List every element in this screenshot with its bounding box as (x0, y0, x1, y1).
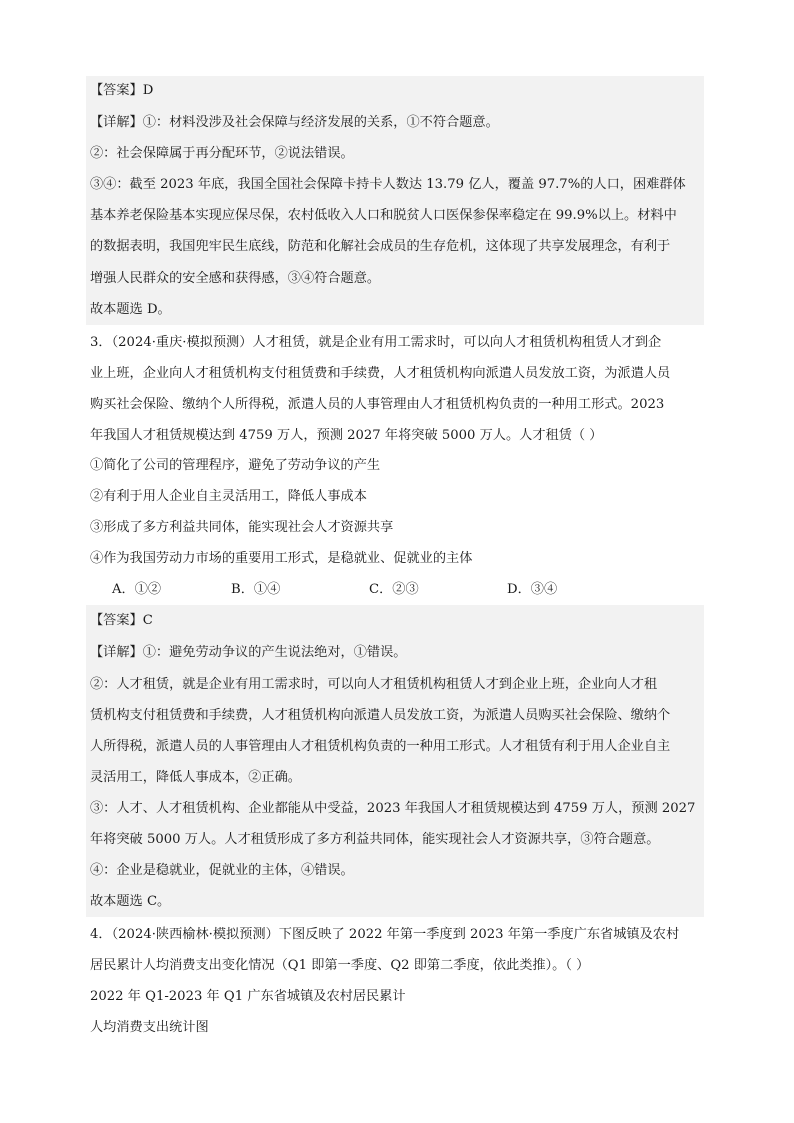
explanation-line: 【详解】①：材料没涉及社会保障与经济发展的关系，①不符合题意。 (90, 115, 499, 130)
answer-line: 【答案】C (90, 613, 153, 628)
question-4 (86, 917, 704, 1047)
option-a: A．①② (112, 582, 162, 597)
question-stem-line: 3．（2024·重庆·模拟预测）人才租赁，就是企业有用工需求时，可以向人才租赁机构租赁人才到企 (90, 335, 662, 350)
conclusion-line: 故本题选 C。 (90, 894, 171, 909)
answer-block-2 (86, 605, 704, 917)
figure-caption-line: 人均消费支出统计图 (90, 1020, 209, 1035)
explanation-line: ②：人才租赁，就是企业有用工需求时，可以向人才租赁机构租赁人才到企业上班，企业向人才租 (90, 677, 658, 692)
option-d: D．③④ (507, 582, 558, 597)
explanation-line: ④：企业是稳就业，促就业的主体，④错误。 (90, 863, 354, 878)
question-stem-line: 居民累计人均消费支出变化情况（Q1 即第一季度、Q2 即第二季度，依此类推）。（ ） (90, 958, 590, 973)
explanation-line: ③④：截至 2023 年底，我国全国社会保障卡持卡人数达 13.79 亿人，覆盖 97.7%的人口，困难群体 (90, 177, 686, 192)
option-b: B．①④ (231, 582, 281, 597)
question-stem-line: 购买社会保险、缴纳个人所得税，派遣人员的人事管理由人才租赁机构负责的一种用工形式。2023 (90, 397, 665, 412)
explanation-line: 赁机构支付租赁费和手续费，人才租赁机构向派遣人员发放工资，为派遣人员购买社会保险、缴纳个 (90, 708, 671, 723)
statement-3: ③形成了多方利益共同体，能实现社会人才资源共享 (90, 520, 394, 535)
question-stem-line: 年我国人才租赁规模达到 4759 万人，预测 2027 年将突破 5000 万人。人才租赁（ ） (90, 428, 603, 443)
explanation-line: ②：社会保障属于再分配环节，②说法错误。 (90, 146, 354, 161)
explanation-line: 基本养老保险基本实现应保尽保，农村低收入人口和脱贫人口医保参保率稳定在 99.9%以上。材料中 (90, 208, 677, 223)
answer-block-1 (86, 76, 704, 325)
answer-line: 【答案】D (90, 83, 154, 98)
explanation-line: 人所得税，派遣人员的人事管理由人才租赁机构负责的一种用工形式。人才租赁有利于用人企业自主 (90, 739, 671, 754)
explanation-line: 增强人民群众的安全感和获得感，③④符合题意。 (90, 271, 381, 286)
figure-caption-line: 2022 年 Q1-2023 年 Q1 广东省城镇及农村居民累计 (90, 989, 406, 1004)
question-stem-line: 4．（2024·陕西榆林·模拟预测）下图反映了 2022 年第一季度到 2023 年第一季度广东省城镇及农村 (90, 927, 680, 942)
option-c: C．②③ (369, 582, 419, 597)
statement-4: ④作为我国劳动力市场的重要用工形式，是稳就业、促就业的主体 (90, 551, 473, 566)
explanation-line: 灵活用工，降低人事成本，②正确。 (90, 770, 301, 785)
statement-1: ①简化了公司的管理程序，避免了劳动争议的产生 (90, 458, 381, 473)
explanation-line: 的数据表明，我国兜牢民生底线，防范和化解社会成员的生存危机，这体现了共享发展理念，有利于 (90, 239, 671, 254)
explanation-line: 【详解】①：避免劳动争议的产生说法绝对，①错误。 (90, 645, 407, 660)
explanation-line: ③：人才、人才租赁机构、企业都能从中受益，2023 年我国人才租赁规模达到 4759 万人，预测 2027 (90, 801, 696, 816)
conclusion-line: 故本题选 D。 (90, 302, 171, 317)
question-3 (86, 325, 704, 605)
statement-2: ②有利于用人企业自主灵活用工，降低人事成本 (90, 489, 367, 504)
explanation-line: 年将突破 5000 万人。人才租赁形成了多方利益共同体，能实现社会人才资源共享，③符合题意。 (90, 832, 660, 847)
question-stem-line: 业上班，企业向人才租赁机构支付租赁费和手续费，人才租赁机构向派遣人员发放工资，为派遣人员 (90, 366, 671, 381)
